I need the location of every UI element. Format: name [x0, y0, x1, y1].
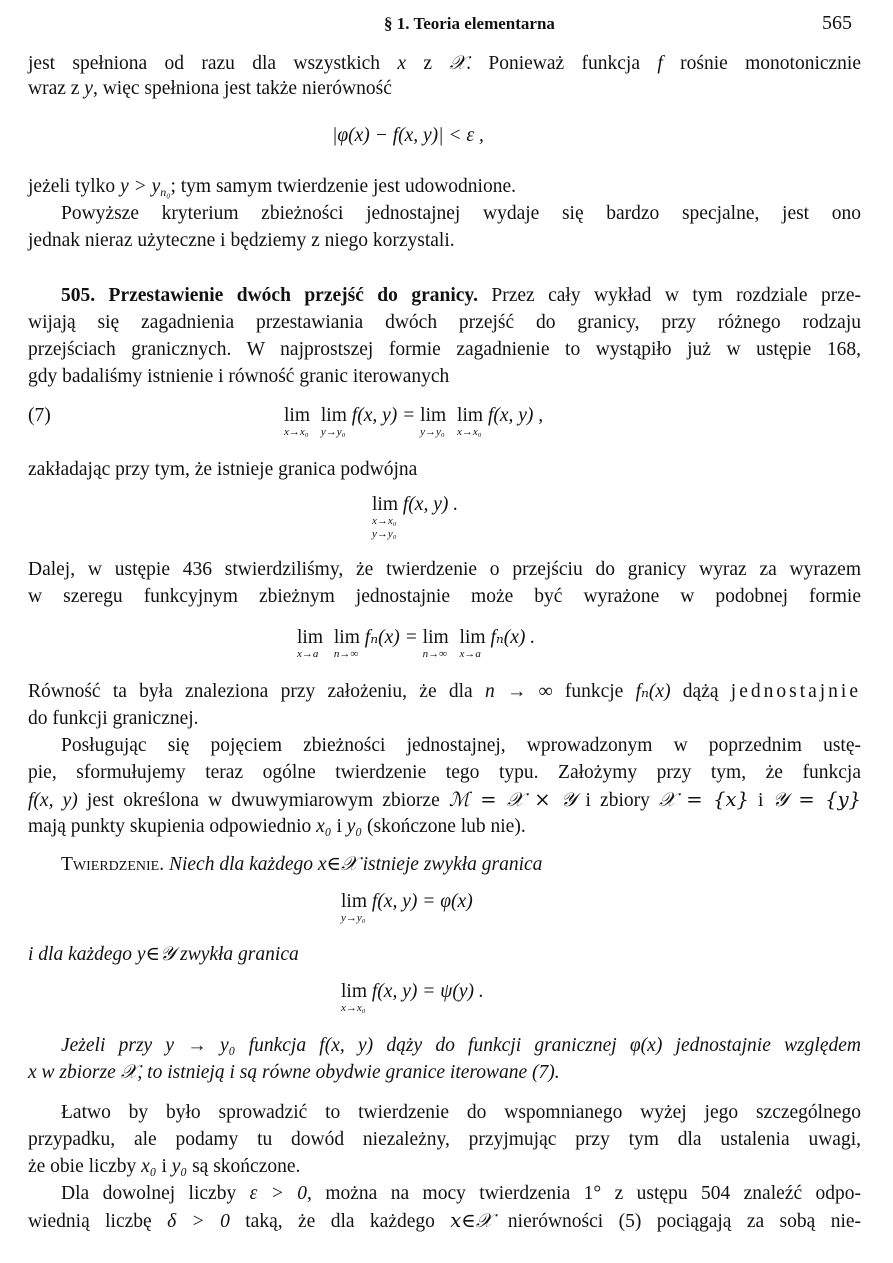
equation-number: (7): [28, 405, 51, 426]
spaced-emphasis: jednostajnie: [730, 681, 862, 702]
double-limit-formula: lim x→x₀ y→y₀ f(x, y) .: [372, 494, 459, 540]
paragraph-line: mają punkty skupienia odpowiednio x₀ i y₀ (skończone lub nie).: [28, 816, 526, 837]
paragraph-line: wraz z y, więc spełniona jest także nierówność: [28, 78, 392, 99]
series-limit-equation: lim x→a lim n→∞ fₙ(x) = lim n→∞ lim x→a fₙ(x) .: [297, 627, 536, 660]
paragraph-line: Równość ta była znaleziona przy założeniu, że dla n → ∞ funkcje fₙ(x) dążą jednostajnie: [28, 681, 862, 702]
paragraph-line: Powyższe kryterium zbieżności jednostajnej wydaje się bardzo specjalne, jest ono: [61, 203, 861, 224]
paragraph-line: wiednią liczbę δ > 0 taką, że dla każdego x∈𝒳 nierówności (5) pociągają za sobą nie-: [28, 1209, 862, 1232]
paragraph-line: jeżeli tylko $y > y_{n_0}$; tym samym twierdzenie jest udowodnione.: [28, 176, 516, 199]
paragraph-line: pie, sformułujemy teraz ogólne twierdzenie tego typu. Założymy przy tym, że funkcja: [28, 762, 861, 783]
paragraph-line: x w zbiorze 𝒳, to istnieją i są równe obydwie granice iterowane (7).: [28, 1062, 560, 1083]
paragraph-line: Dalej, w ustępie 436 stwierdziliśmy, że twierdzenie o przejściu do granicy wyraz za wyrazem: [28, 559, 861, 580]
paragraph-line: Dla dowolnej liczby ε > 0, można na mocy twierdzenia 1° z ustępu 504 znaleźć odpo-: [61, 1183, 862, 1204]
paragraph-line: do funkcji granicznej.: [28, 708, 199, 729]
paragraph-line: Posługując się pojęciem zbieżności jednostajnej, wprowadzonym w poprzednim ustę-: [61, 735, 861, 756]
paragraph-line: wijają się zagadnienia przestawiania dwóch przejść do granicy, przy różnego rodzaju: [28, 312, 861, 333]
inequality-formula: |φ(x) − f(x, y)| < ε ,: [332, 125, 484, 146]
section-505-line: 505. Przestawienie dwóch przejść do granicy. Przez cały wykład w tym rozdziale prze-: [61, 285, 861, 306]
theorem-label: Twierdzenie.: [61, 854, 165, 875]
running-header: [0, 10, 893, 36]
paragraph-line: że obie liczby x₀ i y₀ są skończone.: [28, 1156, 301, 1177]
theorem-statement: Twierdzenie. Niech dla każdego x∈𝒳 istnieje zwykła granica: [61, 854, 543, 875]
section-title: § 1. Teoria elementarna: [384, 14, 555, 33]
paragraph-line: f(x, y) jest określona w dwuwymiarowym zbiorze ℳ = 𝒳 × 𝒴 i zbiory 𝒳 = {x} i 𝒴 = {y}: [28, 788, 862, 811]
paragraph-line: Łatwo by było sprowadzić to twierdzenie do wspomnianego wyżej jego szczególnego: [61, 1102, 861, 1123]
paragraph-line: w szeregu funkcyjnym zbieżnym jednostajnie może być wyrażone w podobnej formie: [28, 586, 861, 607]
section-heading: 505. Przestawienie dwóch przejść do granicy.: [61, 285, 478, 306]
page-number: 565: [822, 12, 852, 34]
paragraph-line: przejściach granicznych. W najprostszej formie zagadnienie to wystąpiło już w ustępie 168,: [28, 339, 861, 360]
paragraph-line: jest spełniona od razu dla wszystkich x z 𝒳. Ponieważ funkcja f rośnie monotonicznie: [28, 51, 862, 74]
theorem-limit-phi: lim y→y₀ f(x, y) = φ(x): [341, 891, 473, 924]
paragraph-line: przypadku, ale podamy tu dowód niezależny, przyjmując przy tym dla ustalenia uwagi,: [28, 1129, 861, 1150]
theorem-limit-psi: lim x→x₀ f(x, y) = ψ(y) .: [341, 981, 484, 1014]
paragraph-line: zakładając przy tym, że istnieje granica podwójna: [28, 459, 418, 480]
paragraph-line: jednak nieraz użyteczne i będziemy z niego korzystali.: [28, 230, 455, 251]
paragraph-line: Jeżeli przy y → y₀ funkcja f(x, y) dąży do funkcji granicznej φ(x) jednostajnie względem: [61, 1035, 861, 1056]
paragraph-line: i dla każdego y∈𝒴 zwykła granica: [28, 944, 299, 965]
paragraph-line: gdy badaliśmy istnienie i równość granic iterowanych: [28, 366, 450, 387]
